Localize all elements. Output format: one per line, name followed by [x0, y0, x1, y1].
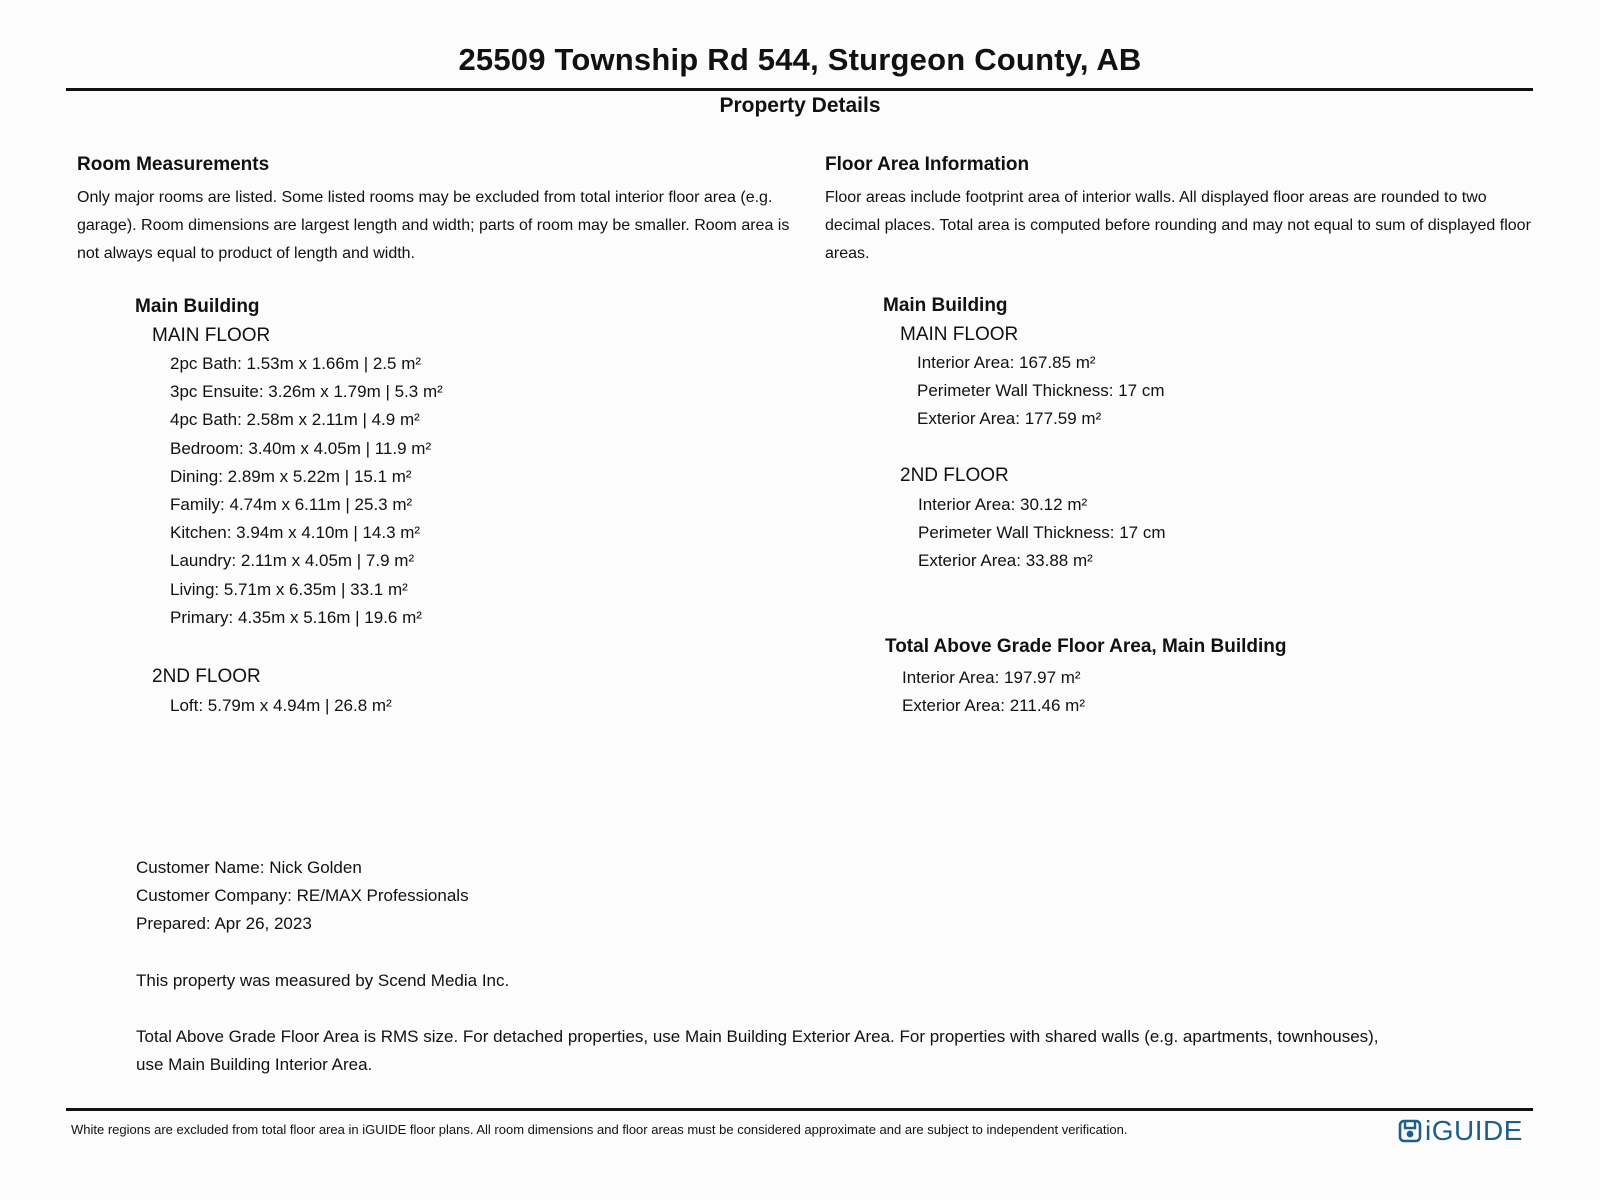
prepared-date: Prepared: Apr 26, 2023: [136, 914, 312, 933]
floor-area-building: Main Building: [883, 295, 1008, 316]
area-line: Interior Area: 30.12 m²: [918, 495, 1088, 514]
iguide-logo-text: iGUIDE: [1425, 1115, 1523, 1146]
room-item: Bedroom: 3.40m x 4.05m | 11.9 m²: [170, 438, 432, 458]
room-measurements-heading: Room Measurements: [77, 154, 270, 175]
room-item: 3pc Ensuite: 3.26m x 1.79m | 5.3 m²: [170, 382, 443, 402]
room-item: Family: 4.74m x 6.11m | 25.3 m²: [170, 495, 413, 515]
total-area-list: [902, 664, 1085, 720]
area-line: Interior Area: 167.85 m²: [917, 353, 1096, 372]
room-measurements-building: Main Building: [135, 296, 260, 317]
room-item: Laundry: 2.11m x 4.05m | 7.9 m²: [170, 551, 415, 571]
room-measurements-section: [77, 154, 797, 268]
iguide-logo: [1398, 1114, 1523, 1148]
floor-area-section: [825, 154, 1545, 268]
area-floor-title: MAIN FLOOR: [900, 324, 1019, 345]
room-item: Dining: 2.89m x 5.22m | 15.1 m²: [170, 466, 412, 486]
second-floor-area-list: [918, 491, 1166, 576]
area-line: Interior Area: 197.97 m²: [902, 668, 1081, 687]
room-item: 2pc Bath: 1.53m x 1.66m | 2.5 m²: [170, 354, 422, 373]
room-item: Loft: 5.79m x 4.94m | 26.8 m²: [170, 696, 392, 715]
room-item: Kitchen: 3.94m x 4.10m | 14.3 m²: [170, 523, 421, 543]
customer-info: [136, 854, 469, 938]
room-item: Primary: 4.35m x 5.16m | 19.6 m²: [170, 607, 422, 627]
area-line: Exterior Area: 33.88 m²: [918, 551, 1093, 571]
footer-divider: [66, 1108, 1533, 1111]
floor-area-description: Floor areas include footprint area of interior walls. All displayed floor areas are rounded to two decimal places. Total area is computed before rounding and may not equal to sum of displayed floor areas.: [825, 189, 1531, 262]
room-item: 4pc Bath: 2.58m x 2.11m | 4.9 m²: [170, 410, 420, 430]
room-floor-title: MAIN FLOOR: [152, 325, 271, 346]
main-floor-area-list: [917, 349, 1165, 434]
total-area-heading: Total Above Grade Floor Area, Main Building: [885, 636, 1287, 657]
area-line: Perimeter Wall Thickness: 17 cm: [918, 523, 1166, 543]
iguide-logo-icon: [1398, 1119, 1422, 1143]
room-floor-title: 2ND FLOOR: [152, 666, 261, 687]
area-floor-title: 2ND FLOOR: [900, 465, 1009, 486]
room-item: Living: 5.71m x 6.35m | 33.1 m²: [170, 579, 408, 599]
area-line: Exterior Area: 177.59 m²: [917, 409, 1102, 429]
rms-note: Total Above Grade Floor Area is RMS size. For detached properties, use Main Building Exterior Area. For properties with shared walls (e.g. apartments, townhouses), use Main Building Interior Area.: [136, 1027, 1379, 1074]
area-line: Exterior Area: 211.46 m²: [902, 696, 1085, 716]
page-title: 25509 Township Rd 544, Sturgeon County, AB: [458, 42, 1142, 77]
title-divider: [66, 88, 1533, 91]
room-measurements-description: Only major rooms are listed. Some listed rooms may be excluded from total interior floor area (e.g. garage). Room dimensions are largest length and width; parts of room may be smaller. Room area is not always equal to product of length and width.: [77, 189, 790, 262]
footer-disclaimer: White regions are excluded from total floor area in iGUIDE floor plans. All room dimensions and floor areas must be considered approximate and are subject to independent verification.: [71, 1122, 1128, 1137]
customer-name: Customer Name: Nick Golden: [136, 858, 362, 877]
main-floor-room-list: [170, 350, 443, 632]
customer-company: Customer Company: RE/MAX Professionals: [136, 886, 469, 905]
area-line: Perimeter Wall Thickness: 17 cm: [917, 381, 1165, 401]
floor-area-heading: Floor Area Information: [825, 154, 1030, 175]
measured-by: This property was measured by Scend Media Inc.: [136, 971, 510, 990]
second-floor-room-list: [170, 692, 392, 720]
page-subtitle: Property Details: [719, 94, 881, 117]
